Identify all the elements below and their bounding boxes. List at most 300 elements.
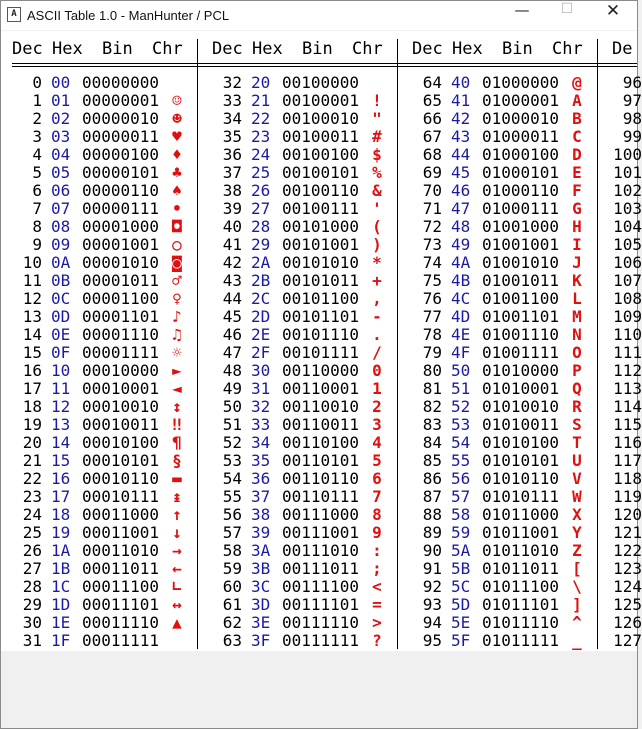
- chr-value: *: [372, 253, 382, 272]
- dec-value: 107: [613, 271, 642, 290]
- hex-value: 39: [251, 523, 271, 542]
- dec-value: 34: [222, 109, 242, 128]
- table-row: [12, 110, 197, 128]
- dec-value: 117: [613, 451, 642, 470]
- bin-value: 01011110: [482, 613, 560, 632]
- table-row: [12, 398, 197, 416]
- hex-value: 2D: [251, 307, 271, 326]
- dec-value: 70: [422, 181, 442, 200]
- dec-value: 81: [422, 379, 442, 398]
- dec-value: 19: [22, 415, 42, 434]
- dec-value: 57: [222, 523, 242, 542]
- table-row: [212, 182, 397, 200]
- bin-value: 00010111: [82, 487, 160, 506]
- bin-value: 01001101: [482, 307, 560, 326]
- chr-value: Q: [572, 379, 582, 398]
- hex-value: 26: [251, 181, 271, 200]
- table-row: [412, 326, 597, 344]
- hex-value: 0A: [51, 253, 71, 272]
- dec-value: 101: [613, 163, 642, 182]
- bin-value: 01010010: [482, 397, 560, 416]
- hex-value: 3A: [251, 541, 271, 560]
- dec-value: 110: [613, 325, 642, 344]
- table-row: [12, 128, 197, 146]
- bin-value: 00000110: [82, 181, 160, 200]
- table-row: [12, 344, 197, 362]
- dec-value: 122: [613, 541, 642, 560]
- chr-value: >: [372, 613, 382, 632]
- dec-value: 92: [422, 577, 442, 596]
- bin-value: 00010011: [82, 415, 160, 434]
- table-row: [212, 74, 397, 92]
- bin-value: 00101110: [282, 325, 360, 344]
- bin-value: 01000110: [482, 181, 560, 200]
- table-row: [212, 200, 397, 218]
- bin-value: 00110010: [282, 397, 360, 416]
- bin-value: 00100010: [282, 109, 360, 128]
- dec-value: 55: [222, 487, 242, 506]
- table-row: [12, 380, 197, 398]
- window-title: ASCII Table 1.0 - ManHunter / PCL: [27, 8, 230, 23]
- hex-value: 2F: [251, 343, 271, 362]
- bin-value: 00001110: [82, 325, 160, 344]
- hex-value: 17: [51, 487, 71, 506]
- hex-value: 10: [51, 361, 71, 380]
- maximize-button: ☐: [560, 1, 574, 17]
- bin-value: 00001011: [82, 271, 160, 290]
- hex-value: 20: [251, 73, 271, 92]
- dec-value: 54: [222, 469, 242, 488]
- dec-value: 6: [32, 181, 42, 200]
- dec-value: 60: [222, 577, 242, 596]
- hex-value: 36: [251, 469, 271, 488]
- dec-value: 67: [422, 127, 442, 146]
- dec-value: 4: [32, 145, 42, 164]
- table-row: [612, 577, 642, 596]
- bin-value: 00101011: [282, 271, 360, 290]
- dec-value: 14: [22, 325, 42, 344]
- hex-value: 59: [451, 523, 471, 542]
- dec-value: 80: [422, 361, 442, 380]
- bin-value: 01010011: [482, 415, 560, 434]
- dec-value: 78: [422, 325, 442, 344]
- bin-value: 00110000: [282, 361, 360, 380]
- hex-value: 29: [251, 235, 271, 254]
- dec-value: 20: [22, 433, 42, 452]
- header-bin-1: Bin: [102, 39, 133, 59]
- app-icon[interactable]: A: [7, 7, 21, 22]
- table-row: [212, 380, 397, 398]
- title-bar[interactable]: [1, 1, 637, 30]
- chr-value: ▬: [172, 469, 182, 488]
- chr-value: 3: [372, 415, 382, 434]
- table-row: [612, 199, 642, 218]
- hex-value: 4A: [451, 253, 471, 272]
- table-row: [612, 91, 642, 110]
- dec-value: 5: [32, 163, 42, 182]
- bin-value: 00001101: [82, 307, 160, 326]
- dec-value: 106: [613, 253, 642, 272]
- table-row: [12, 200, 197, 218]
- bin-value: 00010001: [82, 379, 160, 398]
- table-row: [212, 524, 397, 542]
- table-row: [412, 218, 597, 236]
- chr-value: 6: [372, 469, 382, 488]
- hex-value: 0E: [51, 325, 71, 344]
- chr-value: M: [572, 307, 582, 326]
- dec-value: 9: [32, 235, 42, 254]
- hex-value: 25: [251, 163, 271, 182]
- bin-value: 00000100: [82, 145, 160, 164]
- table-row: [612, 361, 642, 380]
- hex-value: 19: [51, 523, 71, 542]
- column-divider: [397, 39, 398, 649]
- table-row: [612, 271, 642, 290]
- chr-value: [: [572, 559, 582, 578]
- chr-value: ◘: [172, 217, 182, 236]
- bin-value: 01011100: [482, 577, 560, 596]
- bin-value: 00001001: [82, 235, 160, 254]
- bin-value: 00011111: [82, 631, 160, 650]
- table-row: [12, 74, 197, 92]
- table-row: [612, 595, 642, 614]
- chr-value: ;: [372, 559, 382, 578]
- table-row: [12, 218, 197, 236]
- dec-value: 104: [613, 217, 642, 236]
- table-row: [12, 632, 197, 650]
- table-row: [412, 308, 597, 326]
- dec-value: 121: [613, 523, 642, 542]
- table-row: [412, 452, 597, 470]
- chr-value: ∟: [172, 577, 182, 596]
- table-row: [412, 272, 597, 290]
- hex-value: 35: [251, 451, 271, 470]
- dec-value: 3: [32, 127, 42, 146]
- hex-value: 1C: [51, 577, 71, 596]
- bin-value: 01010100: [482, 433, 560, 452]
- table-row: [412, 362, 597, 380]
- bin-value: 00011110: [82, 613, 160, 632]
- hex-value: 0D: [51, 307, 71, 326]
- hex-value: 30: [251, 361, 271, 380]
- bin-value: 00111111: [282, 631, 360, 650]
- table-row: [12, 578, 197, 596]
- bin-value: 00101000: [282, 217, 360, 236]
- dec-value: 27: [22, 559, 42, 578]
- table-row: [12, 272, 197, 290]
- bin-value: 01000001: [482, 91, 560, 110]
- hex-value: 4B: [451, 271, 471, 290]
- hex-value: 5A: [451, 541, 471, 560]
- table-row: [212, 470, 397, 488]
- table-row: [612, 109, 642, 128]
- table-row: [612, 613, 642, 632]
- hex-value: 5C: [451, 577, 471, 596]
- table-row: [412, 146, 597, 164]
- chr-value: :: [372, 541, 382, 560]
- dec-value: 85: [422, 451, 442, 470]
- chr-value: §: [172, 451, 182, 470]
- bin-value: 01001110: [482, 325, 560, 344]
- dec-value: 96: [622, 73, 642, 92]
- dec-value: 39: [222, 199, 242, 218]
- bin-value: 00000101: [82, 163, 160, 182]
- table-row: [412, 488, 597, 506]
- table-row: [12, 290, 197, 308]
- chr-value: +: [372, 271, 382, 290]
- bin-value: 00011000: [82, 505, 160, 524]
- table-row: [612, 433, 642, 452]
- dec-value: 62: [222, 613, 242, 632]
- table-row: [12, 506, 197, 524]
- hex-value: 50: [451, 361, 471, 380]
- table-row: [212, 218, 397, 236]
- chr-value: B: [572, 109, 582, 128]
- dec-value: 46: [222, 325, 242, 344]
- dec-value: 26: [22, 541, 42, 560]
- hex-value: 1A: [51, 541, 71, 560]
- dec-value: 43: [222, 271, 242, 290]
- table-row: [12, 362, 197, 380]
- hex-value: 21: [251, 91, 271, 110]
- dec-value: 29: [22, 595, 42, 614]
- dec-value: 50: [222, 397, 242, 416]
- bin-value: 01010111: [482, 487, 560, 506]
- hex-value: 48: [451, 217, 471, 236]
- bin-value: 01011000: [482, 505, 560, 524]
- dec-value: 37: [222, 163, 242, 182]
- dec-value: 32: [222, 73, 242, 92]
- dec-value: 118: [613, 469, 642, 488]
- dec-value: 30: [22, 613, 42, 632]
- dec-value: 53: [222, 451, 242, 470]
- chr-value: 7: [372, 487, 382, 506]
- chr-value: C: [572, 127, 582, 146]
- bin-value: 01000010: [482, 109, 560, 128]
- dec-value: 90: [422, 541, 442, 560]
- dec-value: 25: [22, 523, 42, 542]
- hex-value: 46: [451, 181, 471, 200]
- table-row: [412, 398, 597, 416]
- dec-value: 16: [22, 361, 42, 380]
- header-chr-3: Chr: [552, 39, 583, 59]
- hex-value: 49: [451, 235, 471, 254]
- dec-value: 120: [613, 505, 642, 524]
- table-row: [412, 524, 597, 542]
- hex-value: 06: [51, 181, 71, 200]
- table-row: [612, 127, 642, 146]
- bin-value: 00111100: [282, 577, 360, 596]
- dec-value: 109: [613, 307, 642, 326]
- bin-value: 01000111: [482, 199, 560, 218]
- table-row: [212, 398, 397, 416]
- table-row: [412, 632, 597, 650]
- dec-value: 31: [22, 631, 42, 650]
- dec-value: 49: [222, 379, 242, 398]
- table-row: [412, 254, 597, 272]
- table-row: [212, 146, 397, 164]
- bin-value: 00111000: [282, 505, 360, 524]
- table-row: [412, 344, 597, 362]
- chr-value: ♫: [172, 325, 182, 344]
- table-row: [612, 505, 642, 524]
- bin-value: 01000011: [482, 127, 560, 146]
- dec-value: 7: [32, 199, 42, 218]
- hex-value: 56: [451, 469, 471, 488]
- hex-value: 3F: [251, 631, 271, 650]
- dec-value: 102: [613, 181, 642, 200]
- table-row: [212, 110, 397, 128]
- hex-value: 3B: [251, 559, 271, 578]
- dec-value: 24: [22, 505, 42, 524]
- bin-value: 00110001: [282, 379, 360, 398]
- bin-value: 01001011: [482, 271, 560, 290]
- dec-value: 126: [613, 613, 642, 632]
- bin-value: 01011010: [482, 541, 560, 560]
- table-row: [212, 164, 397, 182]
- chr-value: ♥: [172, 127, 182, 146]
- table-row: [412, 92, 597, 110]
- chr-value: J: [572, 253, 582, 272]
- dec-value: 111: [613, 343, 642, 362]
- chr-value: O: [572, 343, 582, 362]
- hex-value: 09: [51, 235, 71, 254]
- table-row: [212, 560, 397, 578]
- dec-value: 89: [422, 523, 442, 542]
- table-row: [212, 128, 397, 146]
- bin-value: 00100111: [282, 199, 360, 218]
- hex-value: 08: [51, 217, 71, 236]
- hex-value: 45: [451, 163, 471, 182]
- bin-value: 00011100: [82, 577, 160, 596]
- dec-value: 23: [22, 487, 42, 506]
- dec-value: 71: [422, 199, 442, 218]
- dec-value: 69: [422, 163, 442, 182]
- dec-value: 44: [222, 289, 242, 308]
- hex-value: 0B: [51, 271, 71, 290]
- dec-value: 66: [422, 109, 442, 128]
- hex-value: 37: [251, 487, 271, 506]
- table-row: [12, 92, 197, 110]
- dec-value: 40: [222, 217, 242, 236]
- dec-value: 123: [613, 559, 642, 578]
- table-row: [12, 488, 197, 506]
- table-row: [612, 487, 642, 506]
- chr-value: $: [372, 145, 382, 164]
- chr-value: E: [572, 163, 582, 182]
- minimize-button[interactable]: —: [514, 1, 530, 19]
- hex-value: 02: [51, 109, 71, 128]
- table-row: [12, 614, 197, 632]
- chr-value: T: [572, 433, 582, 452]
- chr-value: <: [372, 577, 382, 596]
- table-row: [612, 631, 642, 650]
- table-row: [12, 254, 197, 272]
- table-row: [412, 434, 597, 452]
- dec-value: 38: [222, 181, 242, 200]
- window-footer-area: [1, 651, 637, 728]
- table-row: [212, 596, 397, 614]
- bin-value: 00111110: [282, 613, 360, 632]
- chr-value: N: [572, 325, 582, 344]
- bin-value: 01001010: [482, 253, 560, 272]
- dec-value: 93: [422, 595, 442, 614]
- chr-value: \: [572, 577, 582, 596]
- chr-value: I: [572, 235, 582, 254]
- chr-value: ?: [372, 631, 382, 650]
- hex-value: 5B: [451, 559, 471, 578]
- close-button[interactable]: ✕: [605, 1, 621, 21]
- table-row: [612, 289, 642, 308]
- hex-value: 16: [51, 469, 71, 488]
- chr-value: ↕: [172, 397, 182, 416]
- table-row: [612, 235, 642, 254]
- dec-value: 112: [613, 361, 642, 380]
- table-row: [12, 452, 197, 470]
- dec-value: 35: [222, 127, 242, 146]
- table-row: [12, 416, 197, 434]
- bin-value: 00101101: [282, 307, 360, 326]
- dec-value: 83: [422, 415, 442, 434]
- chr-value: Y: [572, 523, 582, 542]
- table-row: [612, 379, 642, 398]
- dec-value: 124: [613, 577, 642, 596]
- chr-value: -: [372, 307, 382, 326]
- bin-value: 00000111: [82, 199, 160, 218]
- chr-value: X: [572, 505, 582, 524]
- chr-value: ↑: [172, 505, 182, 524]
- bin-value: 01011111: [482, 631, 560, 650]
- dec-value: 42: [222, 253, 242, 272]
- dec-value: 98: [622, 109, 642, 128]
- table-row: [612, 541, 642, 560]
- table-row: [412, 596, 597, 614]
- hex-value: 40: [451, 73, 471, 92]
- ascii-table: [1, 31, 642, 651]
- bin-value: 00000011: [82, 127, 160, 146]
- dec-value: 15: [22, 343, 42, 362]
- dec-value: 79: [422, 343, 442, 362]
- table-row: [12, 542, 197, 560]
- bin-value: 01010000: [482, 361, 560, 380]
- hex-value: 03: [51, 127, 71, 146]
- table-row: [412, 614, 597, 632]
- dec-value: 52: [222, 433, 242, 452]
- table-row: [12, 560, 197, 578]
- dec-value: 86: [422, 469, 442, 488]
- bin-value: 00001000: [82, 217, 160, 236]
- chr-value: ↓: [172, 523, 182, 542]
- table-row: [612, 559, 642, 578]
- table-row: [612, 73, 642, 92]
- hex-value: 07: [51, 199, 71, 218]
- hex-value: 12: [51, 397, 71, 416]
- bin-value: 00011010: [82, 541, 160, 560]
- hex-value: 22: [251, 109, 271, 128]
- table-row: [412, 506, 597, 524]
- bin-value: 01000000: [482, 73, 560, 92]
- table-row: [212, 308, 397, 326]
- bin-value: 01010110: [482, 469, 560, 488]
- bin-value: 00011011: [82, 559, 160, 578]
- table-row: [412, 164, 597, 182]
- dec-value: 87: [422, 487, 442, 506]
- header-dec-2: Dec: [212, 39, 243, 59]
- chr-value: V: [572, 469, 582, 488]
- bin-value: 00101100: [282, 289, 360, 308]
- chr-value: ↔: [172, 595, 182, 614]
- table-row: [212, 506, 397, 524]
